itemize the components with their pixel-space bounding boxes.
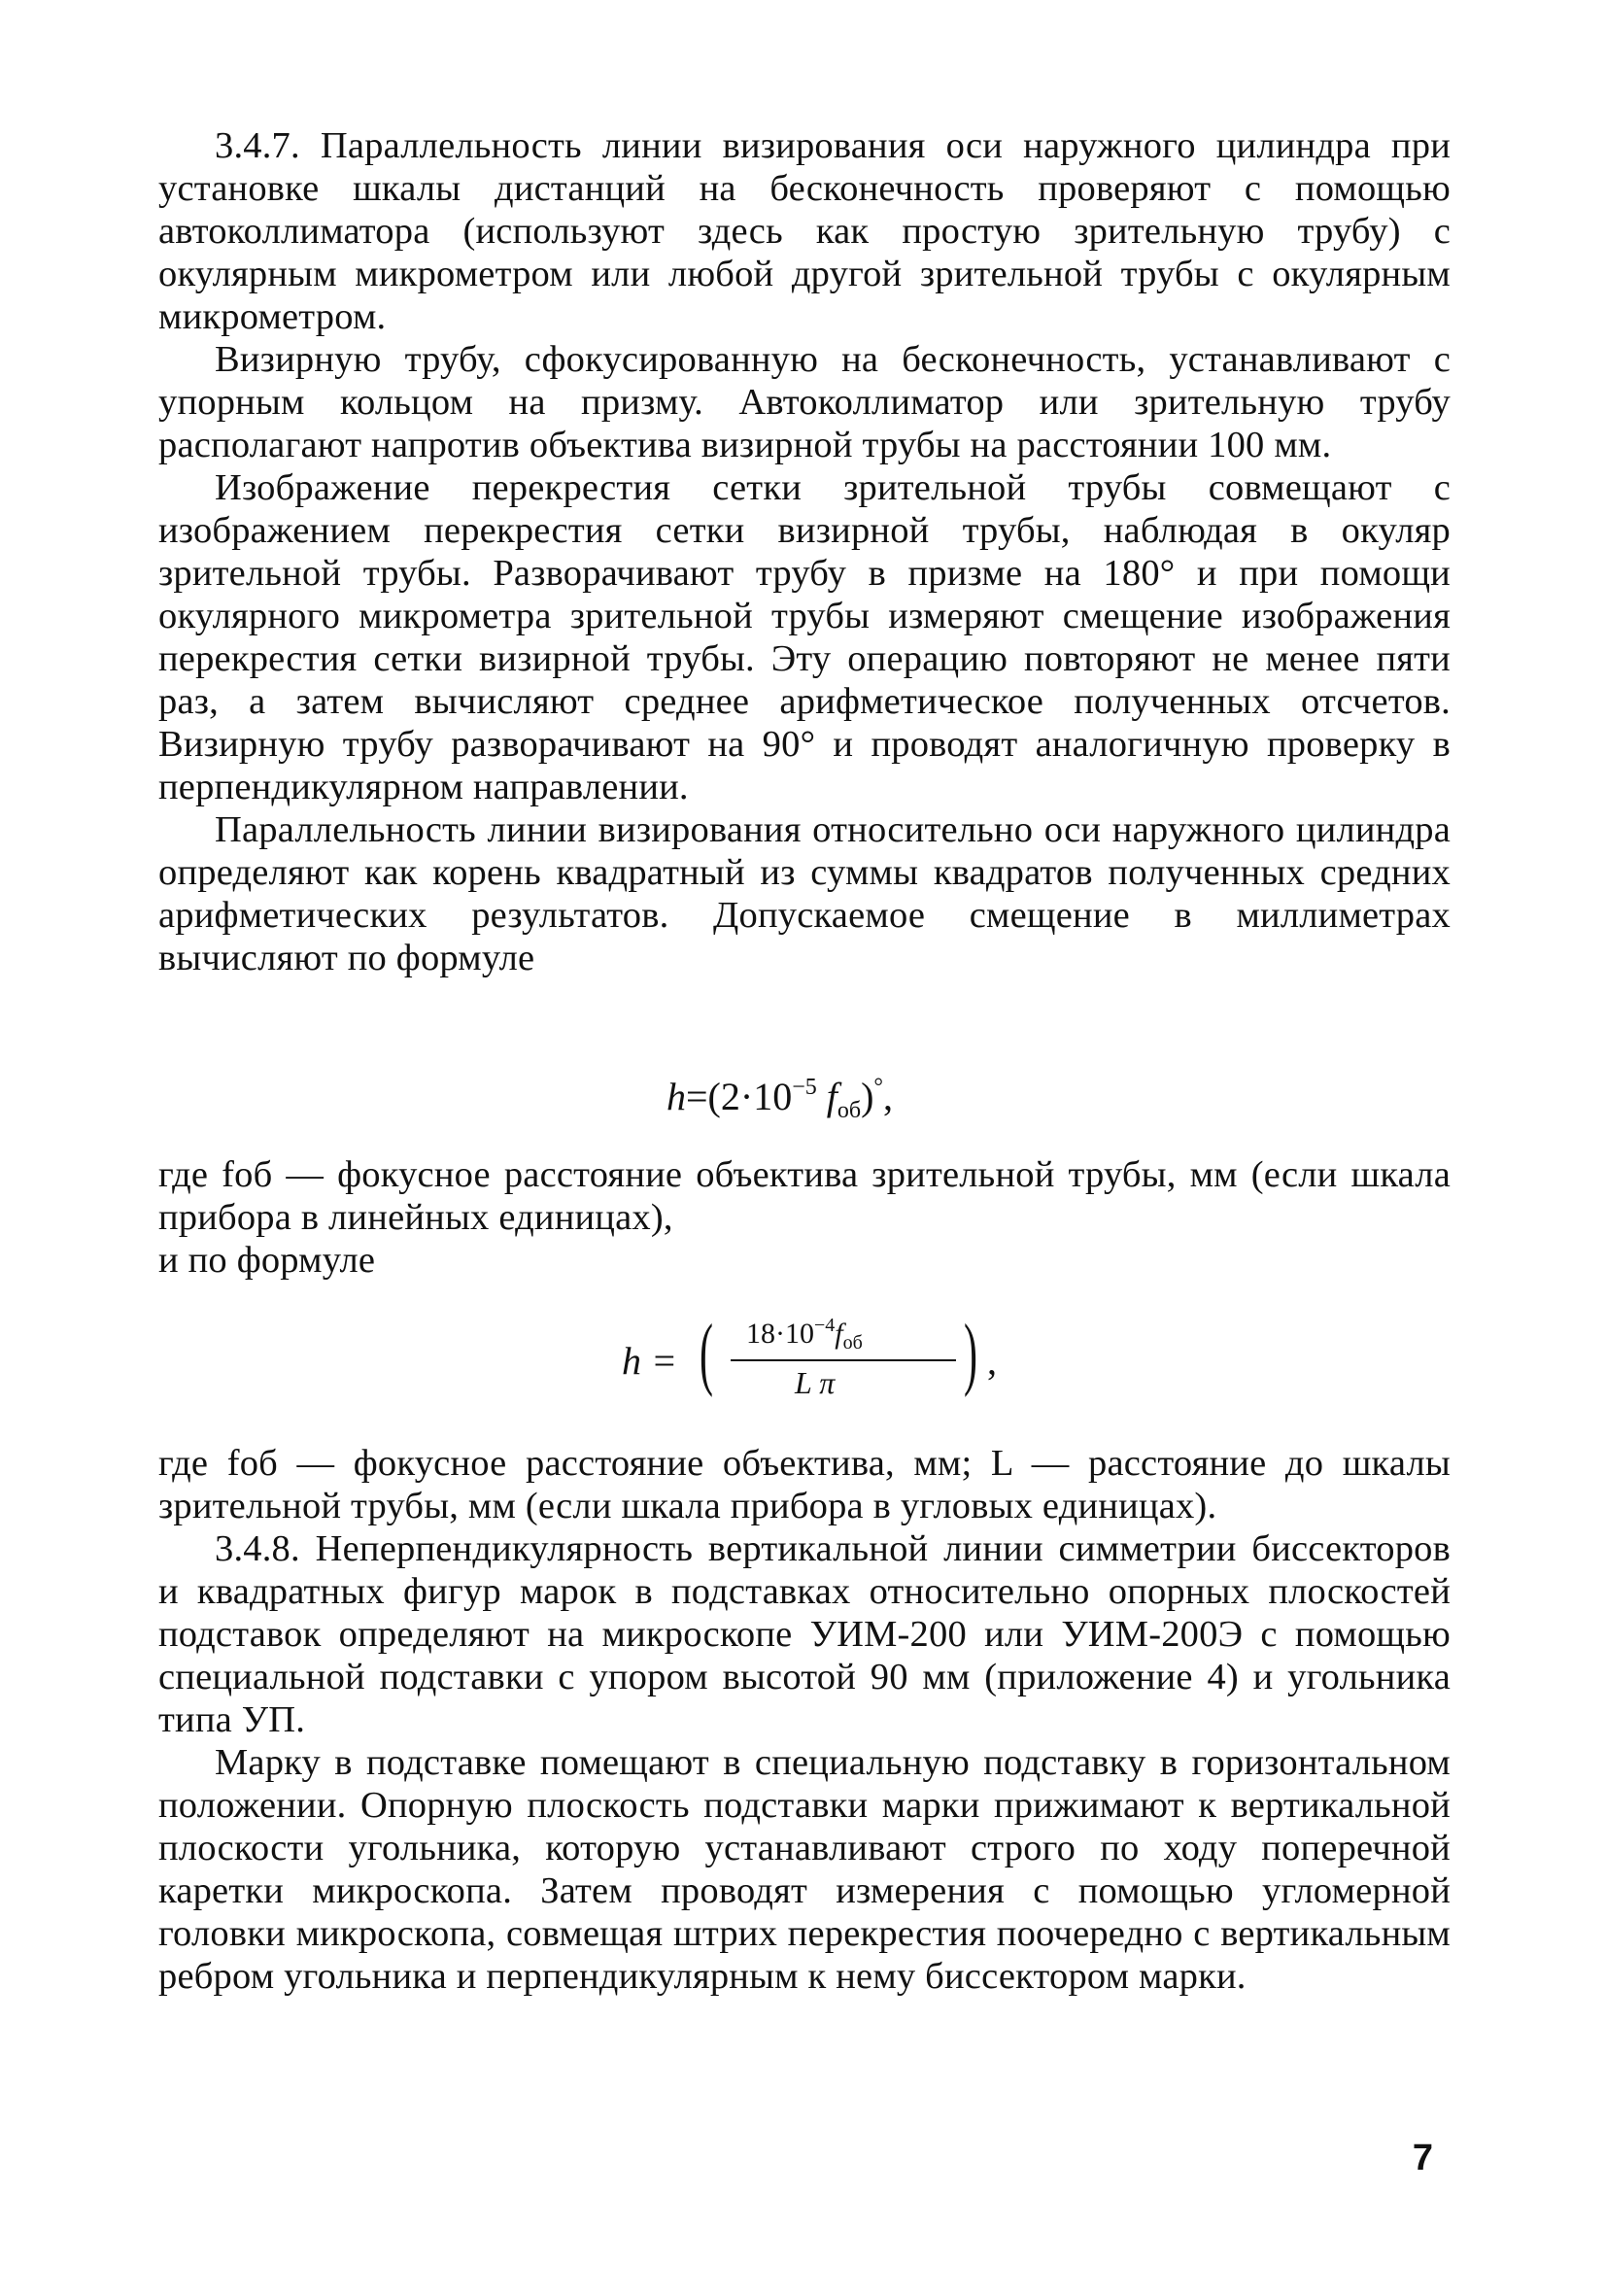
formula2-numerator-subscript: об — [842, 1332, 863, 1354]
page-number: 7 — [1412, 2138, 1433, 2178]
formula1-body: =(2·10 — [686, 1075, 793, 1118]
paragraph-focal-angular: где fоб — фокусное расстояние объектива, мм; L — расстояние до шкалы зрительной трубы, мм (если шкала прибора в угловых единицах). — [158, 1443, 1451, 1526]
paragraph-focal-linear: где fоб — фокусное расстояние объектива зрительной трубы, мм (если шкала прибора в линейных единицах), — [158, 1154, 1451, 1238]
formula1-focal-subscript: об — [837, 1098, 862, 1123]
formula-linear-units — [666, 1064, 893, 1134]
formula2-lhs: h = — [622, 1339, 677, 1383]
formula2-numerator-base: 18·10 — [746, 1318, 814, 1350]
formula2-numerator — [746, 1315, 863, 1354]
paragraph-crosshair-image: Изображение перекрестия сетки зрительной трубы совмещают с изображением перекрестия сетки визирной трубы, наблюдая в окуляр зрительной трубы. Разворачивают трубу в призме на 180° и при помощи окулярного микрометра зрительной трубы измеряют смещение изображения перекрестия сетки визирной трубы. Эту операцию повторяют не менее пяти раз, а затем вычисляют среднее арифметическое полученных отсчетов. Визирную трубу разворачивают на 90° и проводят аналогичную проверку в перпендикулярном направлении. — [158, 467, 1451, 807]
paragraph-and-formula: и по формуле — [158, 1240, 376, 1281]
paragraph-parallelism-definition: Параллельность линии визирования относительно оси наружного цилиндра определяют как корень квадратный из суммы квадратов полученных средних арифметических результатов. Допускаемое смещение в миллиметрах вычисляют по формуле — [158, 809, 1451, 978]
formula2-numerator-exponent: −4 — [814, 1315, 836, 1336]
section-3-4-7 — [158, 124, 1451, 979]
paragraph-mark-holder: Марку в подставке помещают в специальную подставку в горизонтальном положении. Опорную плоскость подставки марки прижимают к вертикальной плоскости угольника, которую устанавливают строго по ходу поперечной каретки микроскопа. Затем проводят измерения с помощью угломерной головки микроскопа, совмещая штрих перекрестия поочередно с вертикальным ребром угольника и перпендикулярным к нему биссектором марки. — [158, 1742, 1451, 1997]
paragraph-3-4-7: 3.4.7. Параллельность линии визирования оси наружного цилиндра при установке шкалы дистанций на бесконечность проверяют с помощью автоколлиматора (используют здесь как простую зрительную трубу) с окулярным микрометром или любой другой зрительной трубы с окулярным микрометром. — [158, 125, 1451, 337]
paragraph-sighting-tube: Визирную трубу, сфокусированную на бесконечность, устанавливают с упорным кольцом на призму. Автоколлиматор или зрительную трубу располагают напротив объектива визирной трубы на расстоянии 100 мм. — [158, 339, 1451, 465]
formula2-open-paren: ( — [700, 1308, 713, 1398]
formula2-numerator-focal: f — [835, 1318, 843, 1350]
formula-angular-units — [622, 1308, 997, 1412]
formula1-power: ° — [873, 1075, 884, 1100]
formula1-lhs: h — [666, 1075, 686, 1118]
paragraph-3-4-8: 3.4.8. Неперпендикулярность вертикальной линии симметрии биссекторов и квадратных фигур марок в подставках относительно опорных плоскостей подставок определяют на микроскопе УИМ-200 или УИМ-200Э с помощью специальной подставки с упором высотой 90 мм (приложение 4) и угольника типа УП. — [158, 1528, 1451, 1740]
formula2-denominator: L π — [795, 1365, 836, 1400]
formula1-tail: , — [883, 1075, 894, 1118]
formula1-close: ) — [861, 1075, 874, 1118]
formula2-close-paren: ) — [964, 1308, 977, 1398]
formula2-fraction-bar — [731, 1359, 956, 1361]
formula1-explanation — [158, 1153, 1451, 1282]
formula2-tail: , — [987, 1339, 997, 1383]
section-3-4-8 — [158, 1442, 1451, 1998]
formula1-exponent: −5 — [792, 1075, 817, 1100]
formula1-focal: f — [826, 1075, 837, 1118]
